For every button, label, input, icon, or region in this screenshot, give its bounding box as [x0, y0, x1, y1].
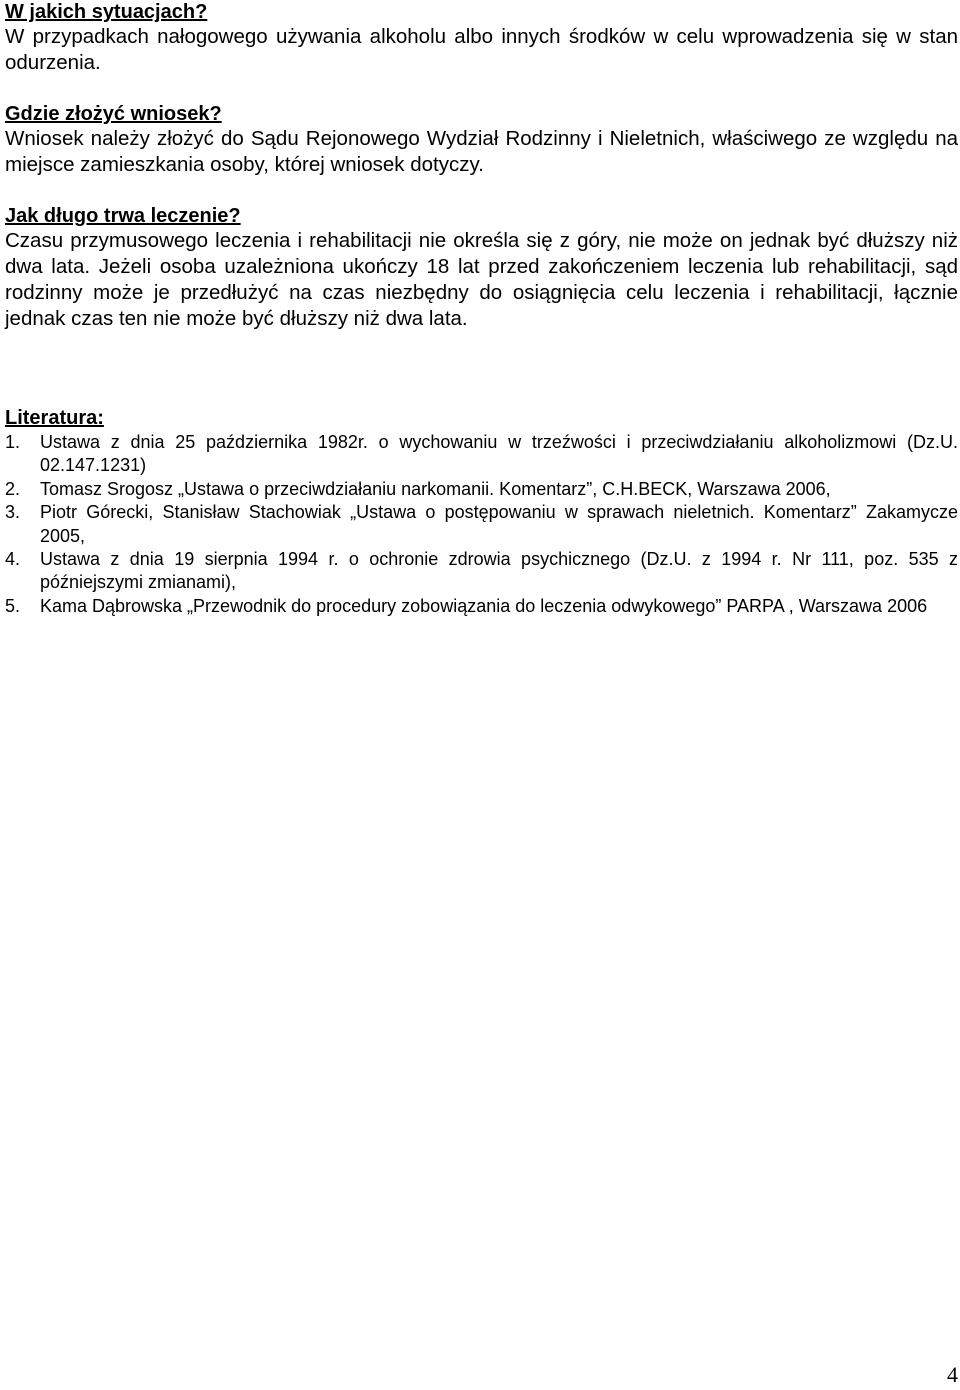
- section-heading: W jakich sytuacjach?: [5, 1, 208, 23]
- document-page: [5, 0, 958, 618]
- literature-item-number: 4.: [5, 549, 21, 570]
- literature-item: [5, 501, 958, 548]
- section-treatment-duration: [5, 204, 958, 332]
- literature-item: [5, 595, 958, 618]
- spacer: [5, 178, 958, 204]
- literature-item: [5, 478, 958, 501]
- section-text: Wniosek należy złożyć do Sądu Rejonowego Wydział Rodzinny i Nieletnich, właściwego ze względu na miejsce zamieszkania osoby, której wniosek dotyczy.: [5, 127, 958, 176]
- section-where-to-file: [5, 102, 958, 178]
- literature-item-text: Kama Dąbrowska „Przewodnik do procedury zobowiązania do leczenia odwykowego” PARPA , Warszawa 2006: [40, 595, 928, 616]
- section-heading: Jak długo trwa leczenie?: [5, 205, 241, 227]
- literature-item: [5, 548, 958, 595]
- literature-item-number: 1.: [5, 432, 21, 452]
- literature-item-text: Ustawa z dnia 25 października 1982r. o wychowaniu w trzeźwości i przeciwdziałaniu alkoholizmowi (Dz.U. 02.147.1231): [40, 432, 958, 476]
- literature-item-text: Ustawa z dnia 19 sierpnia 1994 r. o ochronie zdrowia psychicznego (Dz.U. z 1994 r. Nr 111, poz. 535 z późniejszymi zmianami),: [40, 549, 958, 593]
- literature-list: [5, 431, 958, 618]
- literature-item-number: 3.: [5, 502, 21, 523]
- literature-item-text: Tomasz Srogosz „Ustawa o przeciwdziałaniu narkomanii. Komentarz”, C.H.BECK, Warszawa 2006,: [40, 478, 831, 499]
- section-text: W przypadkach nałogowego używania alkoholu albo innych środków w celu wprowadzenia się w stan odurzenia.: [5, 25, 958, 74]
- literature-item-text: Piotr Górecki, Stanisław Stachowiak „Ustawa o postępowaniu w sprawach nieletnich. Komentarz” Zakamycze 2005,: [40, 502, 958, 546]
- section-text: Czasu przymusowego leczenia i rehabilitacji nie określa się z góry, nie może on jednak być dłuższy niż dwa lata. Jeżeli osoba uzależniona ukończy 18 lat przed zakończeniem leczenia lub rehabilitacji, sąd rodzinny może je przedłużyć na czas niezbędny do osiągnięcia celu leczenia i rehabilitacji, łącznie jednak czas ten nie może być dłuższy niż dwa lata.: [5, 229, 958, 330]
- section-heading: Gdzie złożyć wniosek?: [5, 103, 222, 125]
- spacer: [5, 76, 958, 102]
- section-situations: [5, 0, 958, 76]
- spacer: [5, 332, 958, 406]
- literature-heading: Literatura:: [5, 407, 104, 429]
- literature-section: [5, 406, 958, 618]
- page-number: 4: [947, 1362, 958, 1387]
- literature-item-number: 2.: [5, 478, 21, 499]
- literature-item: [5, 431, 958, 478]
- literature-item-number: 5.: [5, 595, 21, 616]
